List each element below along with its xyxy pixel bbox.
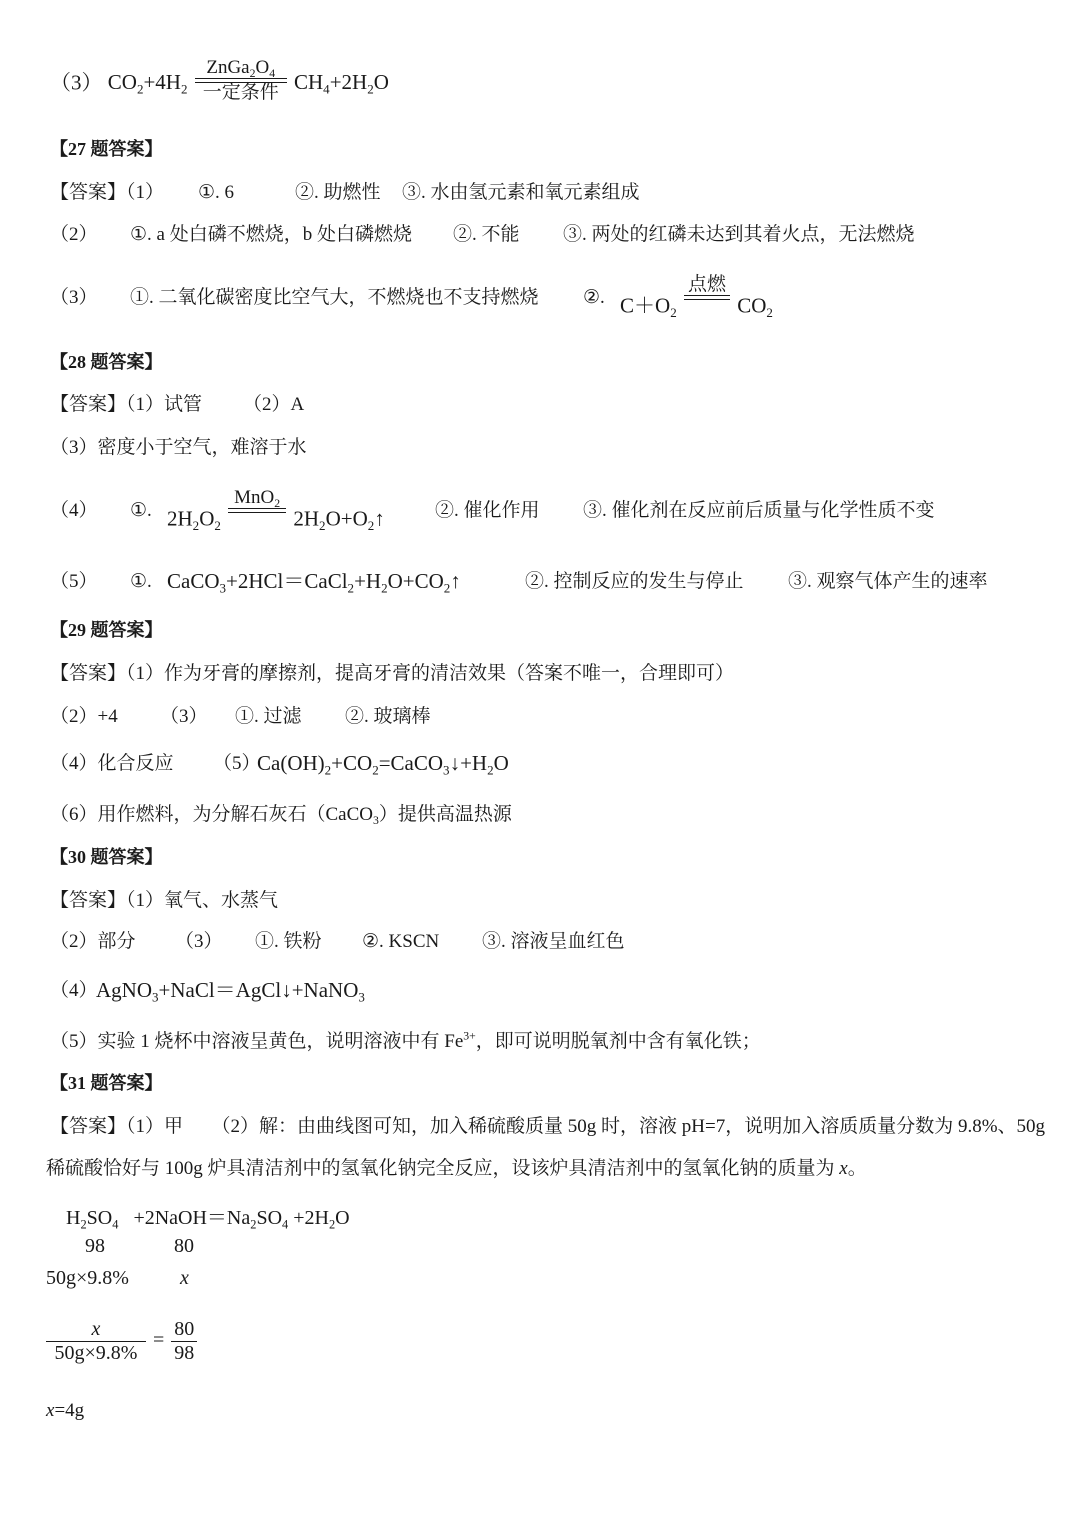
q29-answer-6: （6）用作燃料，为分解石灰石（CaCO$_3$）提供高温热源 xyxy=(50,804,512,828)
point-2: ②. KSCN xyxy=(362,931,440,952)
q31-answer-line-2: 稀硫酸恰好与 100g 炉具清洁剂中的氢氧化钠完全反应，设该炉具清洁剂中的氢氧化钠的质量为 x。 xyxy=(46,1158,867,1179)
result: x=4g xyxy=(46,1400,85,1421)
q27-heading: 【27 题答案】 xyxy=(50,139,163,159)
mass-naoh: x xyxy=(180,1267,189,1289)
q31-answer-line-1: 【答案】（1）甲 （2）解：由曲线图可知，加入稀硫酸质量 50g 时，溶液 pH=7，说明加入溶质质量分数为 9.8%、50g xyxy=(50,1116,1046,1137)
point-2: ②. 玻璃棒 xyxy=(345,706,431,727)
q28-answer-5 xyxy=(50,569,988,596)
part-label: （2） xyxy=(50,224,98,245)
part-label: （4） xyxy=(50,980,98,1001)
part-3-label: （3） xyxy=(175,931,223,952)
part-label: （3） xyxy=(50,287,98,308)
point-1: ①. 二氧化碳密度比空气大，不燃烧也不支持燃烧 xyxy=(130,287,539,308)
silver-nitrate-equation: AgNO$_3$+NaCl＝AgCl↓+NaNO$_3$ xyxy=(96,978,365,1005)
point-1: ①. 6 xyxy=(198,182,235,203)
limewater-equation: $Ca(OH)_2+CO_2=CaCO_3↓+H_2O$ xyxy=(257,751,509,778)
fraction-left: $\frac{x}{50g\times 9.8\%}$ xyxy=(46,1318,146,1365)
part-5-label: （5） xyxy=(213,753,261,774)
q30-answer-5: （5）实验 1 烧杯中溶液呈黄色，说明溶液中有 $Fe^{3+}$，即可说明脱氧剂中含有氧化铁； xyxy=(50,1029,761,1052)
point-3: ③. 观察气体产生的速率 xyxy=(788,571,988,592)
point-1: ①. 铁粉 xyxy=(255,931,322,952)
answer-4: （4）化合反应 xyxy=(50,753,174,774)
reaction-condition xyxy=(228,488,286,533)
part-3-label: （3） xyxy=(160,706,208,727)
condition-label: 点燃 xyxy=(687,274,726,295)
q28-answer-3: （3）密度小于空气，难溶于水 xyxy=(50,437,307,458)
reactant-h2: $+4H_2$ xyxy=(143,70,188,97)
point-2: ②. 助燃性 xyxy=(295,182,381,203)
q30-answer-4 xyxy=(50,978,365,1005)
caco3-hcl-equation: $CaCO_3+2HCl=CaCl_2+H_2O+CO_2↑$ xyxy=(167,569,461,596)
q30-answer-1: 【答案】（1）氧气、水蒸气 xyxy=(50,890,279,911)
decomposition-equation: $2H_2O_2$ MnO$_2$ $2H_2O+O_2↑$ xyxy=(167,487,385,533)
part-label: （5） xyxy=(50,571,98,592)
point-3: ③. 水由氢元素和氧元素组成 xyxy=(402,182,640,203)
reaction-condition xyxy=(684,275,730,320)
q29-heading: 【29 题答案】 xyxy=(50,620,163,640)
point-1-label: ①. xyxy=(130,571,152,592)
point-2: ②. 控制反应的发生与停止 xyxy=(525,571,744,592)
point-1: ①. a 处白磷不燃烧，b 处白磷燃烧 xyxy=(130,224,412,245)
reaction-condition xyxy=(195,58,287,103)
catalyst-label: MnO$_2$ xyxy=(234,487,281,511)
answer-2: （2）+4 xyxy=(50,706,118,727)
reactant-co2: $CO_2$ xyxy=(107,70,144,97)
combustion-equation: $C+O_2$ 点燃 $CO_2$ xyxy=(620,274,773,320)
q29-answer-1: 【答案】（1）作为牙膏的摩擦剂，提高牙膏的清洁效果（答案不唯一，合理即可） xyxy=(50,663,735,684)
q27-answer-1 xyxy=(50,182,640,205)
point-2: ②. 催化作用 xyxy=(435,500,540,521)
point-3: ③. 两处的红磷未达到其着火点，无法燃烧 xyxy=(563,224,915,245)
q31-heading: 【31 题答案】 xyxy=(50,1073,163,1093)
answer-2: （2）A xyxy=(243,394,305,415)
product-h2o: $+2H_2O$ xyxy=(329,70,389,97)
neutralization-equation: $H_2SO_4$ $+2NaOH=Na_2SO_4 +2H_2O$ xyxy=(66,1207,350,1232)
answer-prefix: 【答案】（1） xyxy=(50,182,165,203)
q27-answer-3 xyxy=(50,274,773,320)
point-2: ②. 不能 xyxy=(453,224,520,245)
condition-label: 一定条件 xyxy=(202,81,279,103)
point-3: ③. 溶液呈血红色 xyxy=(482,931,625,952)
part-label: （4） xyxy=(50,500,98,521)
part-label: （3） xyxy=(50,70,103,95)
q28-answer-4 xyxy=(50,487,935,533)
point-2-label: ②. xyxy=(583,287,605,308)
q30-heading: 【30 题答案】 xyxy=(50,847,163,867)
mass-h2so4: 50g×9.8% xyxy=(46,1267,129,1289)
fraction-right: $\frac{80}{98}$ xyxy=(171,1318,197,1365)
point-3: ③. 催化剂在反应前后质量与化学性质不变 xyxy=(583,500,935,521)
q29-answer-4-5 xyxy=(50,751,509,778)
q30-answer-2-3 xyxy=(50,931,625,954)
point-1: ①. 过滤 xyxy=(235,706,302,727)
q27-answer-2 xyxy=(50,224,915,247)
point-1-label: ①. xyxy=(130,500,152,521)
catalyst-label: $ZnGa_2O_4$ xyxy=(206,57,276,81)
product-ch4: $CH_4$ xyxy=(293,70,330,97)
q28-answer-1-2 xyxy=(50,394,305,417)
answer-2: （2）部分 xyxy=(50,931,136,952)
proportion-equation: $\frac{x}{50g\times 9.8\%}$ = $\frac{80}{98}$ xyxy=(46,1318,197,1365)
q28-heading: 【28 题答案】 xyxy=(50,352,163,372)
answer-1: 【答案】（1）试管 xyxy=(50,394,203,415)
q26-part3-equation xyxy=(50,57,389,107)
molar-mass-naoh: 80 xyxy=(174,1235,194,1257)
molar-mass-h2so4: 98 xyxy=(85,1235,105,1257)
q29-answer-2-3 xyxy=(50,706,431,729)
